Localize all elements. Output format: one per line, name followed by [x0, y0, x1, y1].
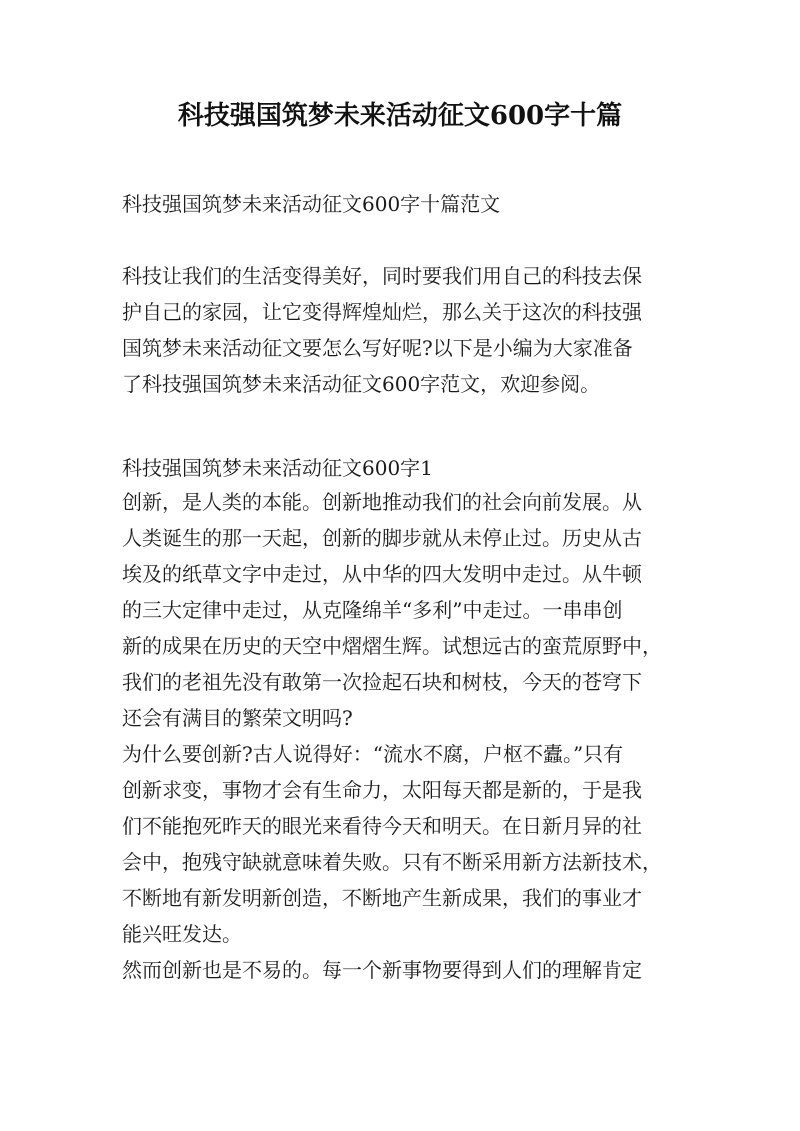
- document-title: 科技强国筑梦未来活动征文600字十篇: [177, 101, 623, 131]
- paragraph-line: 的三大定律中走过，从克隆绵羊“多利”中走过。一串串创: [122, 598, 623, 622]
- paragraph-line: 还会有满目的繁荣文明吗?: [122, 706, 353, 730]
- intro-line: 科技让我们的生活变得美好，同时要我们用自己的科技去保: [122, 264, 642, 288]
- paragraph-line: 创新求变，事物才会有生命力，太阳每天都是新的，于是我: [122, 778, 642, 802]
- paragraph-line: 我们的老祖先没有敢第一次捡起石块和树枝，今天的苍穹下: [122, 670, 642, 694]
- intro-line: 国筑梦未来活动征文要怎么写好呢?以下是小编为大家准备: [122, 336, 633, 360]
- paragraph-line: 然而创新也是不易的。每一个新事物要得到人们的理解肯定: [122, 958, 642, 982]
- paragraph-line: 新的成果在历史的天空中熠熠生辉。试想远古的蛮荒原野中，: [122, 634, 662, 658]
- paragraph-line: 埃及的纸草文字中走过，从中华的四大发明中走过。从牛顿: [122, 562, 642, 586]
- paragraph-line: 会中，抱残守缺就意味着失败。只有不断采用新方法新技术，: [122, 850, 662, 874]
- paragraph-line: 们不能抱死昨天的眼光来看待今天和明天。在日新月异的社: [122, 814, 642, 838]
- essay-heading: 科技强国筑梦未来活动征文600字1: [122, 456, 433, 480]
- paragraph-line: 不断地有新发明新创造，不断地产生新成果，我们的事业才: [122, 886, 642, 910]
- paragraph-line: 能兴旺发达。: [122, 922, 242, 946]
- paragraph-line: 为什么要创新?古人说得好：“流水不腐，户枢不蠹。”只有: [122, 742, 624, 766]
- document-subtitle: 科技强国筑梦未来活动征文600字十篇范文: [122, 192, 501, 216]
- paragraph-line: 创新，是人类的本能。创新地推动我们的社会向前发展。从: [122, 490, 642, 514]
- paragraph-line: 人类诞生的那一天起，创新的脚步就从未停止过。历史从古: [122, 526, 642, 550]
- intro-line: 了科技强国筑梦未来活动征文600字范文，欢迎参阅。: [122, 372, 601, 396]
- intro-line: 护自己的家园，让它变得辉煌灿烂，那么关于这次的科技强: [122, 300, 642, 324]
